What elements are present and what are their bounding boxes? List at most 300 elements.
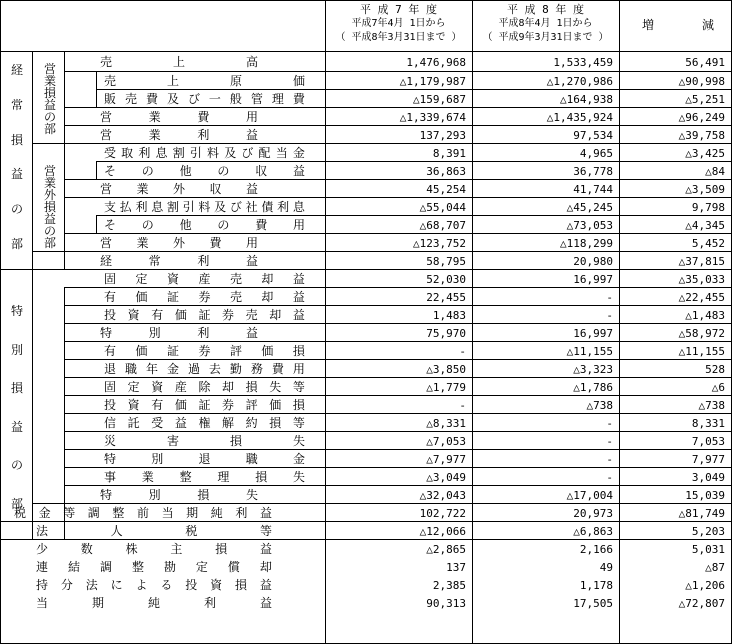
row-label-char: 却 [269,308,282,322]
row-label-char: び [229,200,242,214]
row-label-char: 評 [229,344,242,358]
row-divider [0,521,732,522]
row-label-char: 費 [209,236,222,250]
row-label-char: 却 [261,290,274,304]
row-label-char: 損 [229,434,242,448]
row-divider [64,305,732,306]
row-label-char: 益 [245,326,258,340]
row-label-char: 特 [104,452,117,466]
row-label-char: 利 [235,506,248,520]
row-value-fy8: △11,155 [566,344,613,358]
table-top-border [0,0,732,1]
row-label [104,291,305,303]
row-label-char: 等 [292,416,305,430]
row-label-char: 益 [292,290,305,304]
row-value-fy8: 20,973 [573,506,613,520]
group-operating-label-char: 営 [43,62,56,76]
row-value-change: △81,749 [678,506,725,520]
row-label-char: 税 [185,524,198,538]
row-label-char: 期 [186,506,199,520]
header-fy8-from: 平成8年4月 1日から [498,18,593,29]
row-label-char: 外 [172,236,185,250]
row-value-fy7: △12,066 [419,524,466,538]
column-divider [619,0,620,644]
row-value-change: △1,206 [685,578,725,592]
row-label [100,327,258,339]
row-value-change: △58,972 [678,326,725,340]
row-value-fy8: 16,997 [573,272,613,286]
row-value-fy7: △7,053 [426,434,466,448]
row-value-fy7: 137,293 [419,128,466,142]
row-value-fy8: - [606,416,613,430]
row-label-char: 失 [245,488,258,502]
row-value-fy7: 75,970 [426,326,466,340]
row-label-char: 産 [174,380,187,394]
row-value-fy8: △6,863 [573,524,613,538]
row-value-change: 7,977 [691,452,725,466]
row-label-char: 引 [189,146,202,160]
row-divider [32,143,732,144]
group-extraordinary-label-char: 別 [10,342,23,357]
row-label-char: 益 [245,254,258,268]
row-divider [64,413,732,414]
row-label [104,471,305,483]
row-value-change: 5,031 [691,542,725,556]
row-value-change: 56,491 [685,55,725,69]
row-value-fy8: 1,178 [579,578,613,592]
row-label [36,561,272,573]
row-value-change: 5,452 [691,236,725,250]
row-label-char: 評 [245,398,258,412]
row-label-char: 原 [229,74,242,88]
row-label-char: 有 [151,398,164,412]
row-label-char: び [241,146,254,160]
row-divider [64,287,732,288]
row-value-fy8: 97,534 [573,128,613,142]
row-label-char: 定 [135,272,148,286]
row-value-fy7: △2,865 [426,542,466,556]
row-label-char: 損 [235,578,248,592]
group-extraordinary-label-char: 損 [10,381,23,396]
row-label-char: 引 [182,200,195,214]
row-value-change: △11,155 [678,344,725,358]
row-label-char: 整 [131,560,144,574]
row-label-char: 理 [217,470,230,484]
row-label [104,435,305,447]
row-label-char: 及 [224,146,237,160]
row-label-char: 金 [166,362,179,376]
row-value-fy7: 90,313 [426,596,466,610]
row-value-fy8: △118,299 [560,236,613,250]
row-label [104,453,305,465]
row-value-fy7: 102,722 [419,506,466,520]
row-label-char: 管 [250,92,263,106]
row-value-fy7: △7,977 [426,452,466,466]
row-label-char: 利 [277,200,290,214]
row-label-char: 価 [261,344,274,358]
header-fy7-to: （ 平成8年3月31日まで ） [335,32,462,43]
row-label-char: 去 [208,362,221,376]
row-label [100,129,258,141]
row-value-change: △90,998 [678,74,725,88]
row-label-char: 純 [147,596,160,610]
group-operating-label-char: の [43,110,56,124]
row-label-char: 証 [166,290,179,304]
row-label [100,56,258,68]
row-value-fy8: 17,505 [573,596,613,610]
row-label-char: 失 [269,380,282,394]
group-operating-label-char: 部 [43,122,56,136]
row-label-char: 勤 [229,362,242,376]
row-divider [96,89,732,90]
group-non-operating-label [36,152,64,262]
row-value-fy7: △8,331 [426,416,466,430]
row-divider [96,215,732,216]
row-value-change: △1,483 [685,308,725,322]
row-label [36,525,272,537]
group-column-divider [32,51,33,288]
row-label-char: 勘 [163,560,176,574]
group-extraordinary-label-char: の [10,458,23,473]
row-label-char: 害 [166,434,179,448]
row-label-char: 法 [36,524,49,538]
row-label-char: 当 [36,596,49,610]
row-label [100,489,258,501]
row-label-char: の [141,218,154,232]
header-divider [0,51,732,52]
row-label-char: 金 [292,146,305,160]
row-label-char: 利 [197,326,210,340]
row-label-char: 償 [227,560,240,574]
column-divider [472,0,473,644]
row-label-char: 損 [292,398,305,412]
row-label-char: 価 [135,344,148,358]
row-label-char: 損 [292,344,305,358]
row-label-char: 少 [36,542,49,556]
row-label-char: 有 [104,290,117,304]
row-value-fy7: △3,049 [426,470,466,484]
row-label [104,345,305,357]
row-label-char: 債 [261,200,274,214]
row-label-char: 一 [208,92,221,106]
row-value-fy8: - [606,452,613,466]
row-label-char: 資 [210,578,223,592]
row-label [100,237,258,249]
row-label-char: 前 [136,506,149,520]
row-label-char: 業 [136,236,149,250]
row-value-fy8: △1,786 [573,380,613,394]
row-value-change: △35,033 [678,272,725,286]
group-operating-label-char: 損 [43,86,56,100]
row-label-char: 業 [148,110,161,124]
row-label-char: 益 [292,272,305,286]
row-label-char: 定 [195,560,208,574]
row-label-char: 有 [151,308,164,322]
row-label-char: 払 [119,200,132,214]
row-value-change: △87 [705,560,725,574]
row-divider [96,161,732,162]
row-label-char: の [217,218,230,232]
row-divider [64,341,732,342]
row-label-char: 却 [222,380,235,394]
group-operating-label-char: 業 [43,74,56,88]
indent-divider [96,161,97,180]
row-label-char: 損 [215,542,228,556]
row-label [104,147,305,159]
row-value-fy8: △73,053 [566,218,613,232]
row-divider [64,377,732,378]
row-value-change: 8,331 [691,416,725,430]
row-label-char: 信 [104,416,117,430]
row-divider [0,539,732,540]
row-label-char: 息 [292,200,305,214]
row-value-change: 15,039 [685,488,725,502]
row-label [104,363,305,375]
row-label-char: 結 [67,560,80,574]
row-label [104,309,305,321]
row-label-char: 取 [121,146,134,160]
row-label-char: 業 [136,182,149,196]
row-label-char: 価 [269,398,282,412]
row-label-char: 資 [166,272,179,286]
row-label-char: 理 [271,92,284,106]
row-label [104,381,305,393]
group-ordinary-label-char: 経 [10,63,23,77]
row-value-change: △22,455 [678,290,725,304]
row-label-char: 収 [209,182,222,196]
row-value-fy8: △1,270,986 [546,74,613,88]
row-label-char: 有 [104,344,117,358]
row-value-fy7: △3,850 [426,362,466,376]
row-label-char: そ [104,218,117,232]
row-value-fy7: 36,863 [426,164,466,178]
row-label-char: の [217,164,230,178]
row-label-char: 約 [245,416,258,430]
row-value-change: 5,203 [691,524,725,538]
row-label-char: 純 [210,506,223,520]
row-value-change: 528 [705,362,725,376]
row-label-char: よ [135,578,148,592]
row-label-char: 等 [292,380,305,394]
group-operating-label [36,52,64,146]
row-label-char: 受 [104,146,117,160]
row-label-char: 益 [174,416,187,430]
row-value-fy7: △1,179,987 [399,74,466,88]
row-label-char: 解 [222,416,235,430]
row-label-char: 割 [172,146,185,160]
row-label-char: 般 [229,92,242,106]
row-label-char: 失 [292,470,305,484]
row-label-char: 株 [125,542,138,556]
row-value-fy7: △68,707 [419,218,466,232]
row-label-char: 退 [198,452,211,466]
row-label-char: 用 [245,110,258,124]
group-non-operating-label-char: 益 [43,212,56,226]
row-value-change: △39,758 [678,128,725,142]
row-value-change: △738 [698,398,725,412]
row-label-char: 損 [245,380,258,394]
row-value-fy8: 41,744 [573,182,613,196]
row-label-char: 社 [245,200,258,214]
row-label-char: 費 [255,218,268,232]
row-label-char: 費 [197,110,210,124]
row-value-fy7: △1,339,674 [399,110,466,124]
row-label [104,399,305,411]
row-divider [64,359,732,360]
row-label-char: 資 [127,308,140,322]
row-label-char: 別 [148,488,161,502]
row-label-char: 損 [197,488,210,502]
row-label-char: 務 [250,362,263,376]
row-label-char: 受 [151,416,164,430]
row-label-char: 利 [138,146,151,160]
row-value-fy7: - [459,344,466,358]
row-label-char: の [141,164,154,178]
row-divider [32,503,732,504]
header-fy8-title: 平 成 8 年 度 [506,3,585,16]
row-label [104,219,305,231]
row-label-char: 売 [104,74,117,88]
row-label-char: 利 [197,128,210,142]
row-value-fy8: 36,778 [573,164,613,178]
row-label-char: 業 [148,128,161,142]
row-label-char: 連 [36,560,49,574]
row-value-fy7: 45,254 [426,182,466,196]
row-label-char: 益 [259,578,272,592]
row-label-char: 常 [148,254,161,268]
row-label-char: 事 [104,470,117,484]
row-value-fy7: - [459,398,466,412]
row-value-fy8: 49 [599,560,613,574]
row-value-change: △6 [711,380,725,394]
row-label [14,507,272,519]
row-value-fy8: 4,965 [579,146,613,160]
group-non-operating-label-char: 損 [43,200,56,214]
row-label-char: 別 [148,326,161,340]
row-label-char: 高 [245,55,258,69]
row-label-char: 調 [99,560,112,574]
row-value-change: △84 [705,164,725,178]
row-label-char: 料 [207,146,220,160]
indent-divider [96,215,97,234]
row-label [104,93,305,105]
row-label-char: 定 [127,380,140,394]
row-divider [64,179,732,180]
header-fy8-to: （ 平成9年3月31日まで ） [482,32,609,43]
row-label-char: 営 [100,128,113,142]
row-label-char: 益 [245,182,258,196]
row-label-char: 税 [14,506,27,520]
row-label-char: 却 [259,560,272,574]
row-label-char: 券 [198,344,211,358]
row-value-fy7: 58,795 [426,254,466,268]
row-label-char: 営 [100,182,113,196]
row-label-char: 権 [198,416,211,430]
header-fy7-title: 平 成 7 年 度 [359,3,438,16]
row-value-fy7: △1,779 [426,380,466,394]
row-divider [64,233,732,234]
group-ordinary-label-char: の [10,202,23,217]
row-label [104,75,305,87]
row-value-fy8: △738 [586,398,613,412]
row-label-char: 他 [179,218,192,232]
row-value-fy8: 20,980 [573,254,613,268]
row-divider [64,431,732,432]
row-value-change: 7,053 [691,434,725,448]
row-label-char: る [160,578,173,592]
row-label-char: 固 [104,272,117,286]
column-divider [325,0,326,644]
row-value-fy7: △159,687 [413,92,466,106]
group-non-operating-label-char: 業 [43,176,56,190]
row-value-fy8: 16,997 [573,326,613,340]
row-label-char: 災 [104,434,117,448]
row-label-char: 益 [245,128,258,142]
group-operating-label-char: 益 [43,98,56,112]
row-label-char: 業 [141,470,154,484]
row-label-char: 産 [198,272,211,286]
row-label [104,273,305,285]
row-label-char: 法 [85,578,98,592]
row-label-char: 販 [104,92,117,106]
row-label-char: 投 [185,578,198,592]
row-label-char: 及 [214,200,227,214]
row-divider [64,197,732,198]
row-label-char: 経 [100,254,113,268]
row-label-char: 息 [155,146,168,160]
row-label-char: 支 [104,200,117,214]
row-value-fy7: 137 [446,560,466,574]
row-label-char: 他 [179,164,192,178]
row-label [36,597,272,609]
group-non-operating-label-char: 営 [43,164,56,178]
row-divider [64,395,732,396]
row-label-char: 除 [198,380,211,394]
row-value-change: 9,798 [691,200,725,214]
row-label [100,111,258,123]
row-value-fy8: 2,166 [579,542,613,556]
row-label-char: 調 [87,506,100,520]
row-label-char: 売 [229,272,242,286]
row-value-change: 3,049 [691,470,725,484]
row-label-char: 益 [259,506,272,520]
row-label-char: 利 [203,596,216,610]
row-label-char: そ [104,164,117,178]
row-label-char: 金 [38,506,51,520]
row-label-char: 特 [100,326,113,340]
group-ordinary-label [2,64,32,250]
group-extraordinary-label [2,305,32,510]
row-label-char: 当 [161,506,174,520]
row-label-char: 営 [100,110,113,124]
row-label-char: 固 [104,380,117,394]
row-label-char: 持 [36,578,49,592]
row-label-char: 利 [197,254,210,268]
row-value-fy7: 1,483 [432,308,466,322]
row-value-fy8: △45,245 [566,200,613,214]
row-value-fy7: △32,043 [419,488,466,502]
row-label-char: 益 [292,308,305,322]
row-divider [64,467,732,468]
row-label-char: 主 [170,542,183,556]
row-label-char: 人 [110,524,123,538]
group-extraordinary-label-char: 益 [10,419,23,434]
row-label-char: 利 [135,200,148,214]
row-divider [64,107,732,108]
row-label-char: 券 [222,308,235,322]
row-label-char: 券 [222,398,235,412]
row-label-char: 整 [112,506,125,520]
